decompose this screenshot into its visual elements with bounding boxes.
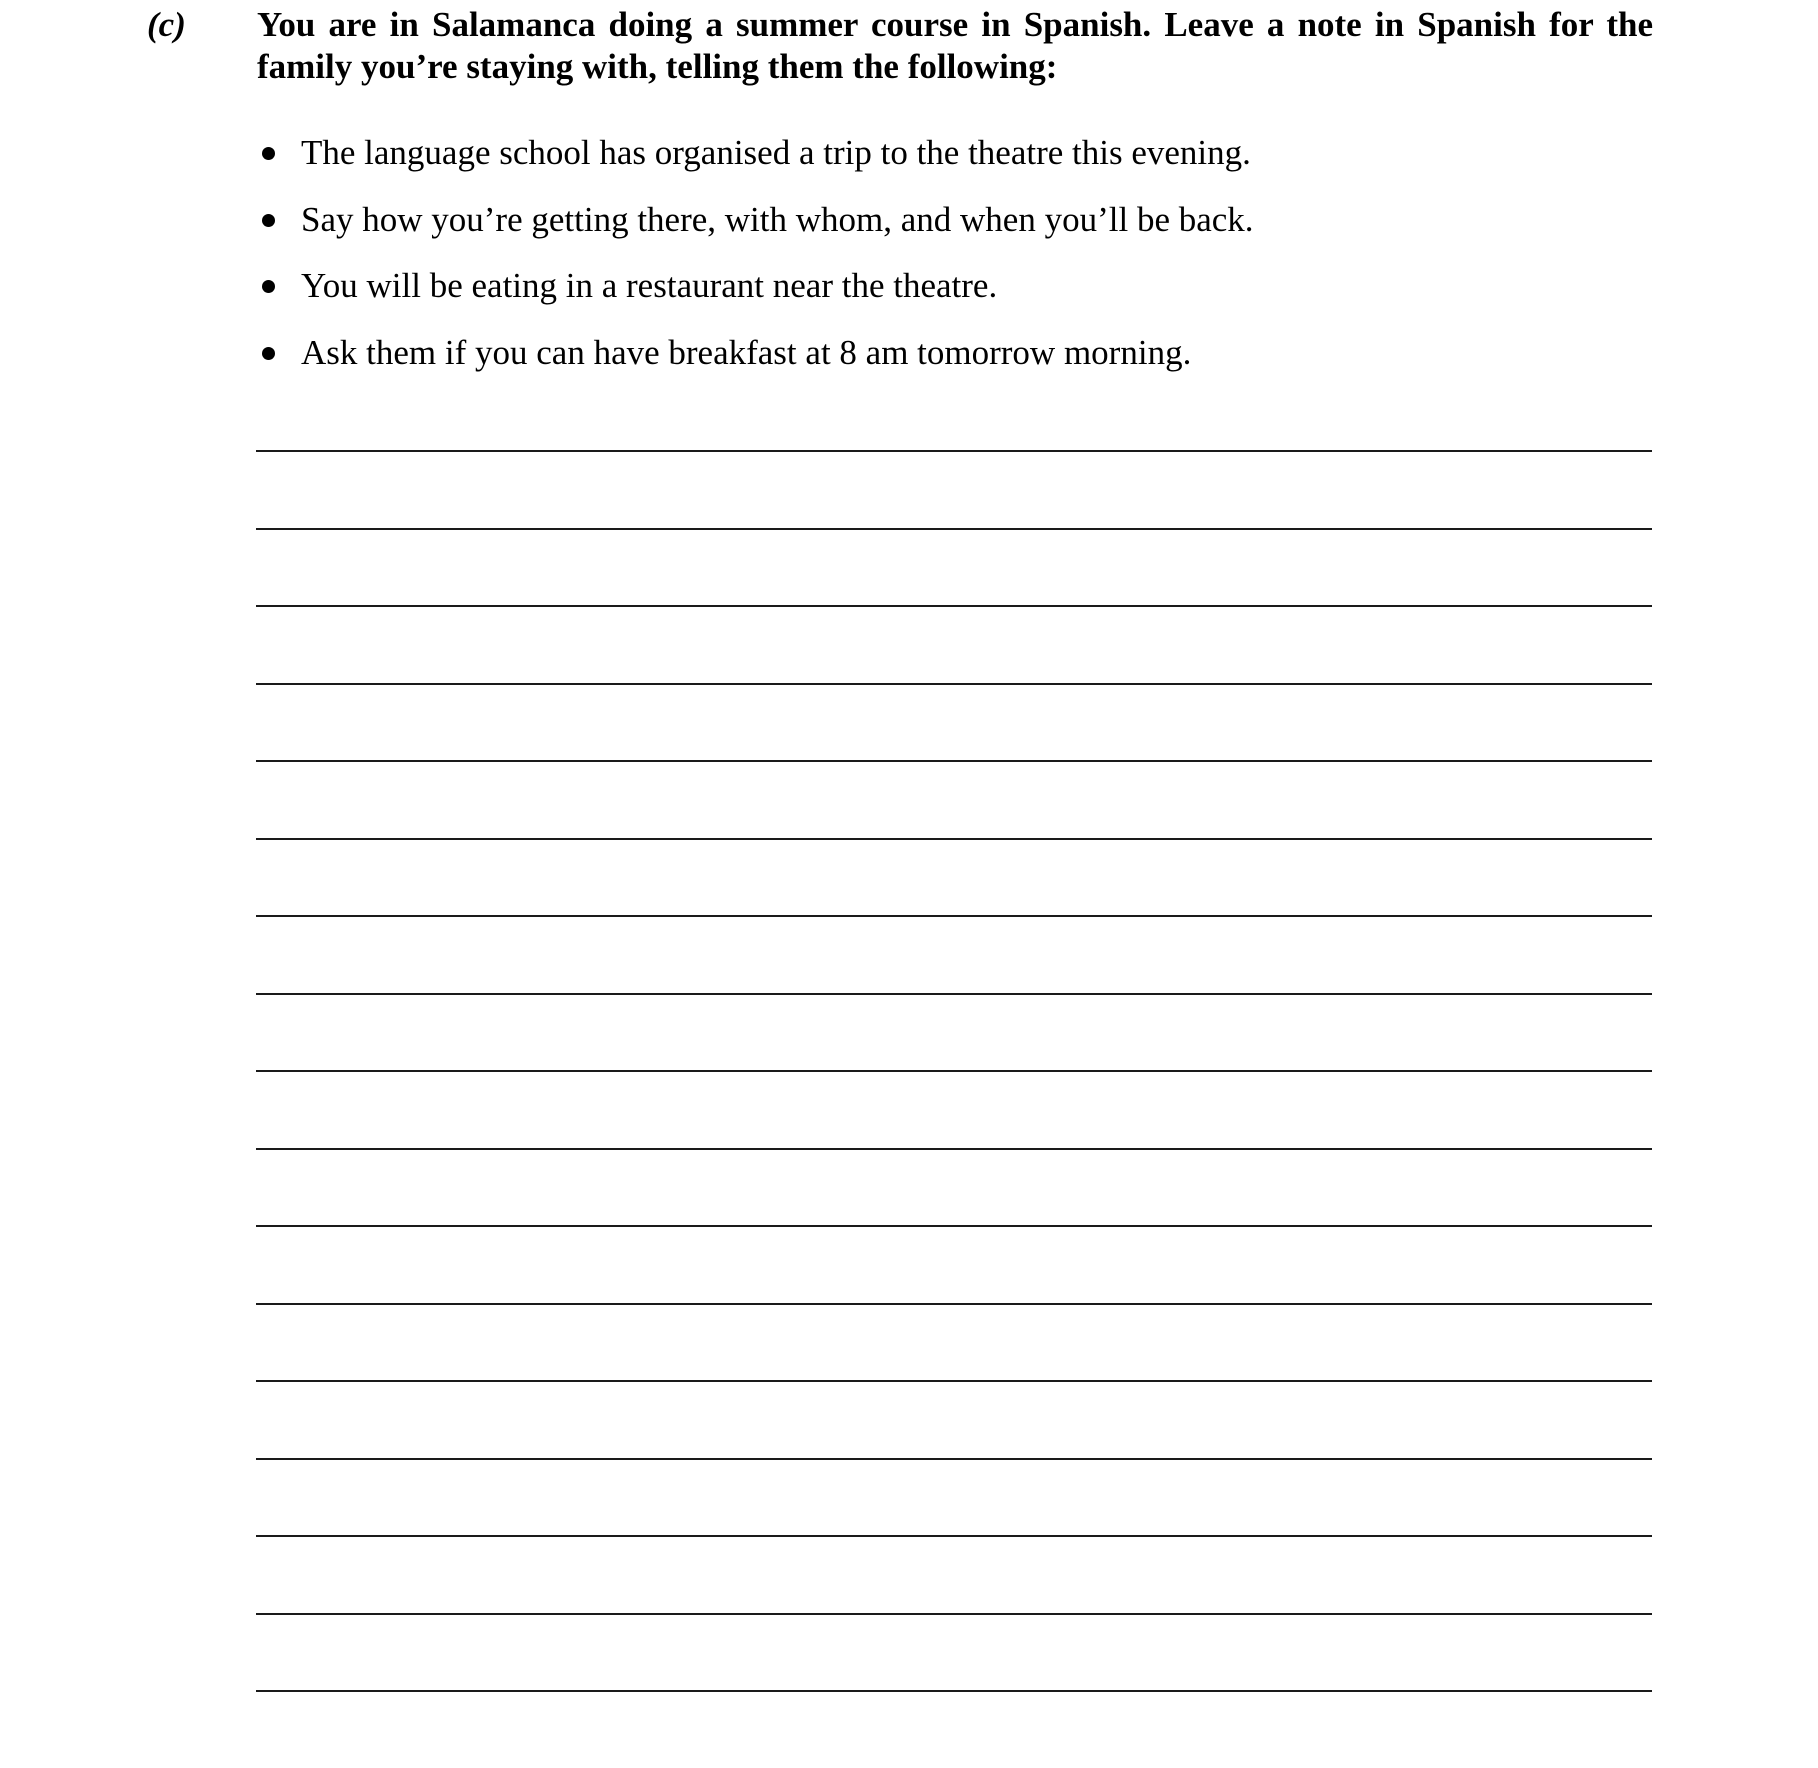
question-label: (c) bbox=[147, 5, 186, 44]
answer-line[interactable] bbox=[256, 915, 1652, 993]
bullet-icon bbox=[262, 214, 275, 227]
answer-area[interactable] bbox=[256, 450, 1652, 1768]
instruction-text: The language school has organised a trip to the theatre this evening. bbox=[301, 133, 1251, 172]
answer-line[interactable] bbox=[256, 1535, 1652, 1613]
answer-line[interactable] bbox=[256, 1458, 1652, 1536]
answer-line[interactable] bbox=[256, 528, 1652, 606]
answer-line[interactable] bbox=[256, 1380, 1652, 1458]
answer-line[interactable] bbox=[256, 1148, 1652, 1226]
question-prompt: You are in Salamanca doing a summer course in Spanish. Leave a note in Spanish for the family you’re staying with, telling them the following: bbox=[257, 5, 1653, 86]
answer-line[interactable] bbox=[256, 760, 1652, 838]
instruction-text: Say how you’re getting there, with whom, and when you’ll be back. bbox=[301, 199, 1254, 239]
answer-line[interactable] bbox=[256, 993, 1652, 1071]
answer-line[interactable] bbox=[256, 450, 1652, 528]
instruction-text: Ask them if you can have breakfast at 8 am tomorrow morning. bbox=[301, 332, 1192, 372]
answer-line[interactable] bbox=[256, 1690, 1652, 1768]
bullet-icon bbox=[262, 147, 275, 160]
instruction-text: You will be eating in a restaurant near the theatre. bbox=[301, 266, 998, 305]
answer-line[interactable] bbox=[256, 1613, 1652, 1691]
bullet-icon bbox=[262, 347, 275, 360]
answer-line[interactable] bbox=[256, 1070, 1652, 1148]
answer-line[interactable] bbox=[256, 683, 1652, 761]
answer-line[interactable] bbox=[256, 1225, 1652, 1303]
answer-line[interactable] bbox=[256, 605, 1652, 683]
answer-line[interactable] bbox=[256, 1303, 1652, 1381]
bullet-icon bbox=[262, 280, 275, 293]
answer-line[interactable] bbox=[256, 838, 1652, 916]
